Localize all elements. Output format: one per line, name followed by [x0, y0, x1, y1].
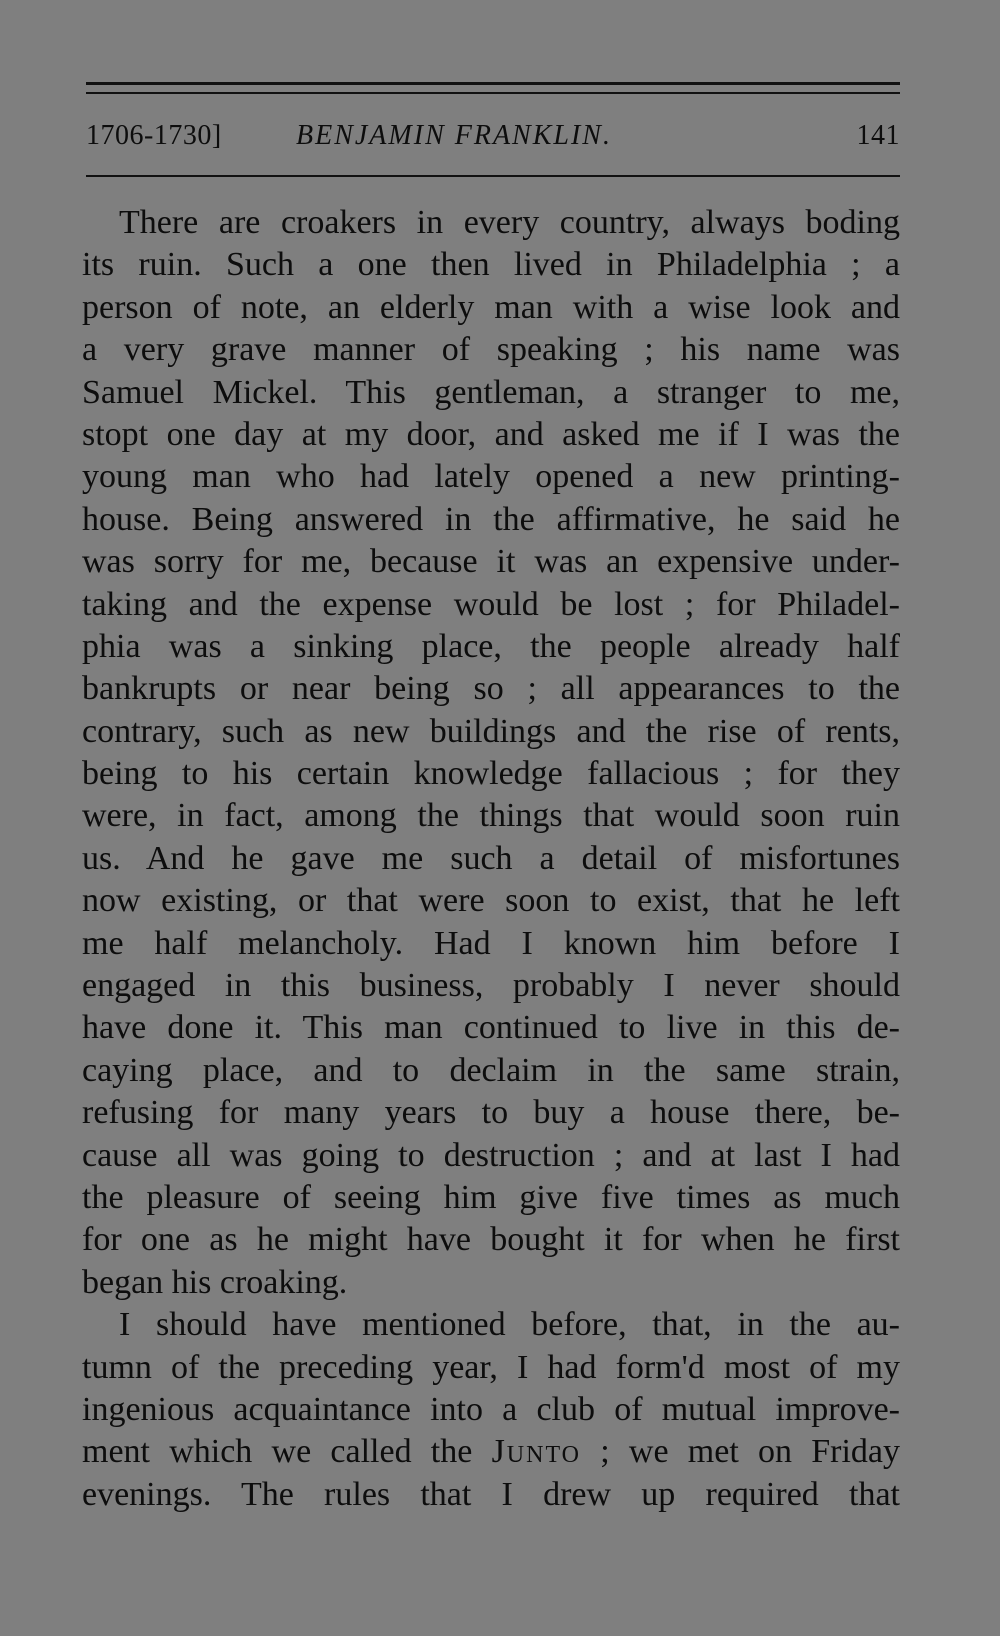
text-line: contrary, such as new buildings and the rise of rents, — [82, 712, 900, 750]
text-line: tumn of the preceding year, I had form'd most of my — [82, 1348, 900, 1386]
text-line: was sorry for me, because it was an expensive under- — [82, 543, 900, 581]
text-line: phia was a sinking place, the people already half — [82, 627, 900, 665]
text-line: stopt one day at my door, and asked me if I was the — [82, 415, 900, 453]
running-header — [86, 112, 900, 158]
text-line: began his croaking. — [82, 1263, 348, 1301]
text-line: engaged in this business, probably I never should — [82, 967, 900, 1005]
top-rule-thin — [86, 92, 900, 94]
body-text — [82, 202, 900, 1516]
text-line: caying place, and to declaim in the same strain, — [82, 1051, 900, 1089]
paragraph-2 — [82, 1304, 900, 1516]
text-line: for one as he might have bought it for when he first — [82, 1221, 900, 1259]
text-line: being to his certain knowledge fallacious ; for they — [82, 755, 900, 793]
text-line: us. And he gave me such a detail of misfortunes — [82, 839, 900, 877]
text-line: house. Being answered in the affirmative, he said he — [82, 500, 900, 538]
header-years: 1706-1730] — [86, 120, 222, 151]
text-line: refusing for many years to buy a house there, be- — [82, 1094, 900, 1132]
junto-smallcaps: Junto — [491, 1433, 582, 1471]
text-line: have done it. This man continued to live in this de- — [82, 1009, 900, 1047]
text-line: its ruin. Such a one then lived in Philadelphia ; a — [82, 246, 900, 284]
paragraph-1 — [82, 202, 900, 1304]
text-line: were, in fact, among the things that would soon ruin — [82, 797, 900, 835]
text-fragment: ; we met on Friday — [581, 1433, 901, 1471]
page-number: 141 — [856, 120, 900, 151]
text-line: young man who had lately opened a new printing- — [82, 458, 900, 496]
text-line: I should have mentioned before, that, in the au- — [119, 1306, 900, 1344]
text-line: me half melancholy. Had I known him before I — [82, 924, 900, 962]
text-line: a very grave manner of speaking ; his name was — [82, 331, 900, 369]
text-line: evenings. The rules that I drew up required that — [82, 1475, 900, 1513]
text-line: cause all was going to destruction ; and at last I had — [82, 1136, 900, 1174]
header-title: BENJAMIN FRANKLIN. — [296, 120, 612, 151]
text-line: Samuel Mickel. This gentleman, a stranger to me, — [82, 373, 900, 411]
header-rule — [86, 175, 900, 177]
text-line: There are croakers in every country, always boding — [119, 204, 900, 241]
text-line: bankrupts or near being so ; all appearances to the — [82, 670, 900, 708]
text-line-junto — [82, 1431, 900, 1473]
text-fragment: ment which we called the — [82, 1433, 492, 1471]
text-line: person of note, an elderly man with a wise look and — [82, 288, 900, 326]
text-line: now existing, or that were soon to exist, that he left — [82, 882, 900, 920]
top-rule-thick — [86, 82, 900, 85]
text-line: taking and the expense would be lost ; for Philadel- — [82, 585, 900, 623]
text-line: ingenious acquaintance into a club of mutual improve- — [82, 1390, 900, 1428]
text-line: the pleasure of seeing him give five times as much — [82, 1178, 900, 1216]
